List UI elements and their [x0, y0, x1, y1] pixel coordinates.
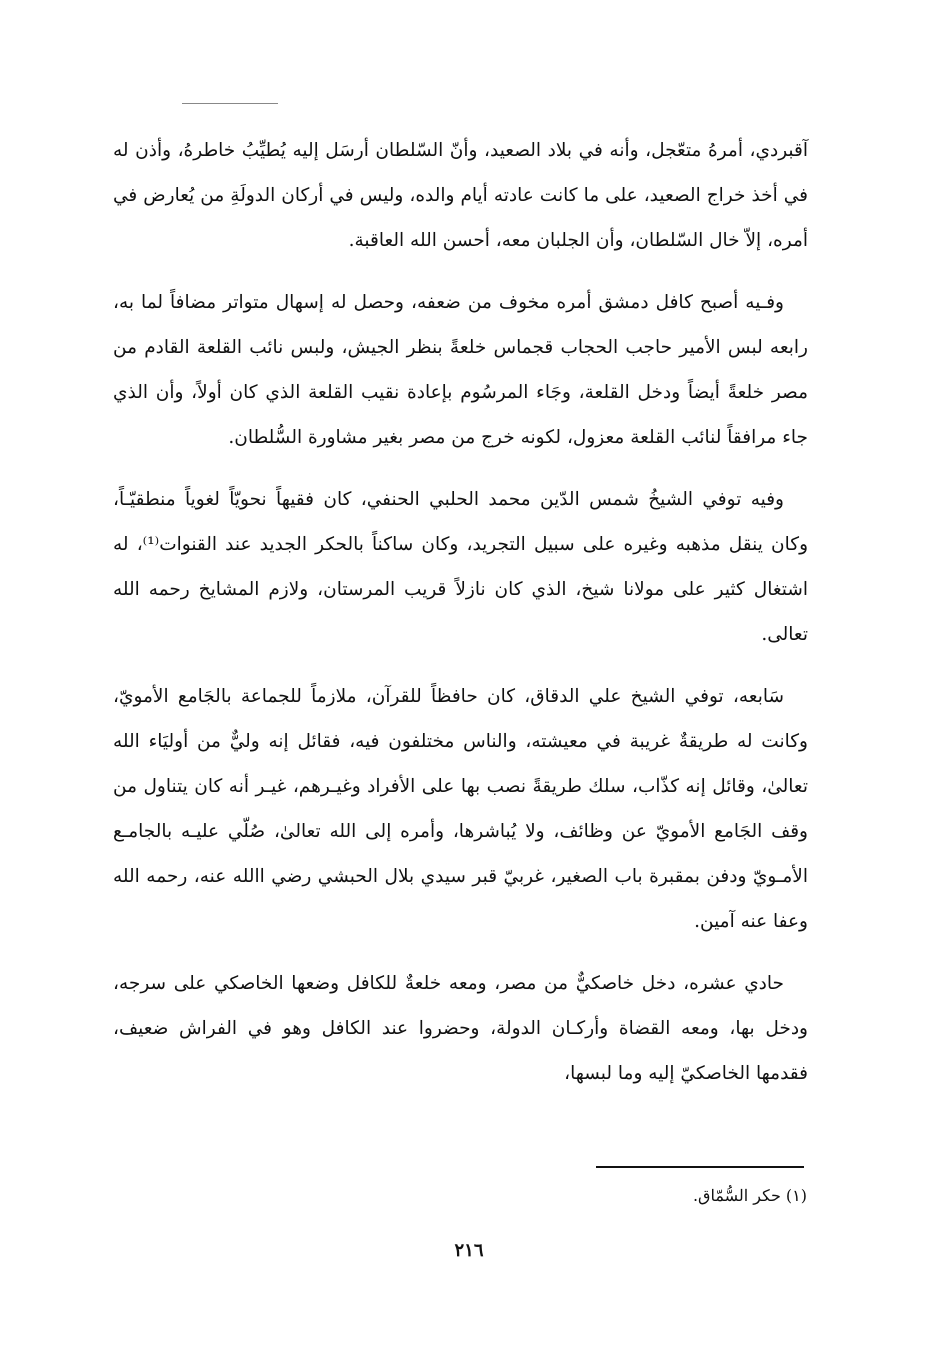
- footnote: (١) حكر السُّمّاق.: [692, 1186, 807, 1205]
- paragraph-2: وفـيه أصبح كافل دمشق أمره مخوف من ضعفه، وحصل له إسهال متواتر مضافاً لما به، رابعه لبس الأمير حاجب الحجاب قجماس خلعةً بنظر الجيش، ولبس نائب القلعة القادم من مصر خلعةً أيضاً ودخل القلعة، وجَاء المرسُوم بإعادة نقيب القلعة الذي كان أولاً، وأن الذي جاء مرافقاً لنائب القلعة معزول، لكونه خرج من مصر بغير مشاورة السُّلطان.: [113, 292, 808, 448]
- paragraph-3: وفيه توفي الشيخُ شمس الدّين محمد الحلبي الحنفي، كان فقيهاً نحويّاً لغوياً منطقيّـاً، وكان ينقل مذهبه وغيره على سبيل التجريد، وكان ساكناً بالحكر الجديد عند القنوات⁽¹⁾، له اشتغال كثير على مولانا شيخ، الذي كان نازلاً قريب المرستان، ولازم المشايخ رحمه الله تعالى.: [113, 489, 809, 645]
- paragraph-4: سَابعه، توفي الشيخ علي الدقاق، كان حافظاً للقرآن، ملازماً للجماعة بالجَامع الأمويّ، وكانت له طريقةٌ غريبة في معيشته، والناس مختلفون فيه، فقائل إنه وليٌّ من أوليَاء الله تعالىٰ، وقائل إنه كذّاب، سلك طريقةً نصب بها على الأفراد وغيـرهم، غيـر أنه كان يتناول من وقف الجَامع الأمويّ عن وظائف، ولا يُباشرها، وأمره إلى الله تعالىٰ، صُلّي عليـه بالجامـع الأمـويّ ودفن بمقبرة باب الصغير، غربيّ قبر سيدي بلال الحبشي رضي االله عنه، رحمه الله وعفا عنه آمين.: [113, 686, 808, 932]
- main-text: [113, 128, 808, 1113]
- paragraph-5: حادي عشره، دخل خاصكيٌّ من مصر، ومعه خلعةٌ للكافل وضعها الخاصكي على سرجه، ودخل بها، ومعه القضاة وأركـان الدولة، وحضروا عند الكافل وهو في الفراش ضعيف، فقدمها الخاصكيّ إليه وما لبسها،: [113, 973, 808, 1084]
- footnote-separator: [596, 1166, 804, 1168]
- page-number: ٢١٦: [454, 1240, 484, 1261]
- paragraph-1: آقبردي، أمرهُ متعّجل، وأنه في بلاد الصعيد، وأنّ السّلطان أرسَل إليه يُطيِّبُ خاطرهُ، وأذن له في أخذ خراج الصعيد، على ما كانت عادته أيام والده، وليس في أركان الدولَةِ من يُعارض في أمره، إلاّ خال السّلطان، وأن الجلبان معه، أحسن الله العاقبة.: [113, 140, 808, 251]
- top-decorative-rule: [182, 103, 278, 104]
